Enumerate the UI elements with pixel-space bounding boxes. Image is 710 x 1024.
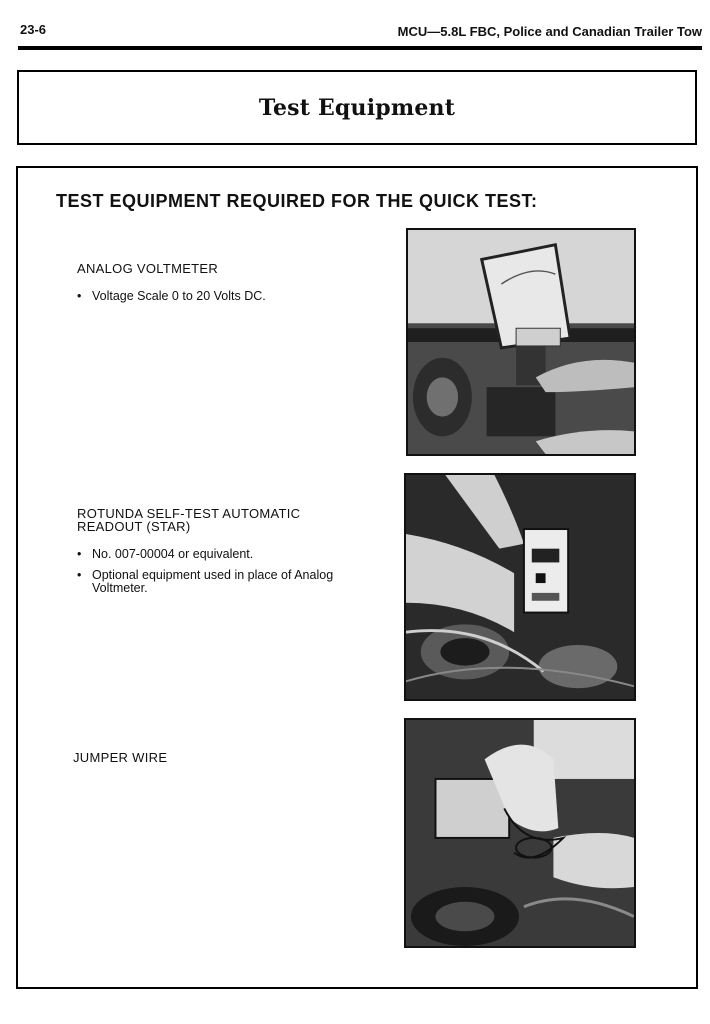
voltmeter-photo-graphic — [408, 230, 634, 454]
jumper-wire-photo-graphic — [406, 720, 634, 946]
item-title-jumper-wire: JUMPER WIRE — [73, 750, 168, 765]
star-tester-photo-graphic — [406, 475, 634, 699]
item-title-star-line-2: READOUT (STAR) — [77, 519, 191, 534]
content-box — [16, 166, 698, 989]
bullet-list-star — [77, 548, 367, 603]
voltmeter-photo — [406, 228, 636, 456]
bullet-item: • Optional equipment used in place of Analog Voltmeter. — [77, 569, 367, 595]
page-number: 23-6 — [20, 22, 47, 37]
jumper-wire-photo — [404, 718, 636, 948]
item-title-analog-voltmeter: ANALOG VOLTMETER — [77, 261, 219, 276]
content-heading: TEST EQUIPMENT REQUIRED FOR THE QUICK TEST: — [56, 191, 538, 211]
page-header — [18, 22, 702, 50]
item-title-star-line-1: ROTUNDA SELF-TEST AUTOMATIC — [77, 506, 301, 521]
star-tester-photo — [404, 473, 636, 701]
page-title: Test Equipment — [258, 95, 456, 121]
section-title: MCU—5.8L FBC, Police and Canadian Trailer Tow — [397, 24, 702, 39]
bullet-list-analog-voltmeter — [77, 290, 377, 311]
title-box — [17, 70, 697, 145]
item-title-star — [77, 507, 300, 533]
bullet-item: • No. 007-00004 or equivalent. — [77, 548, 367, 561]
bullet-item: • Voltage Scale 0 to 20 Volts DC. — [77, 290, 377, 303]
